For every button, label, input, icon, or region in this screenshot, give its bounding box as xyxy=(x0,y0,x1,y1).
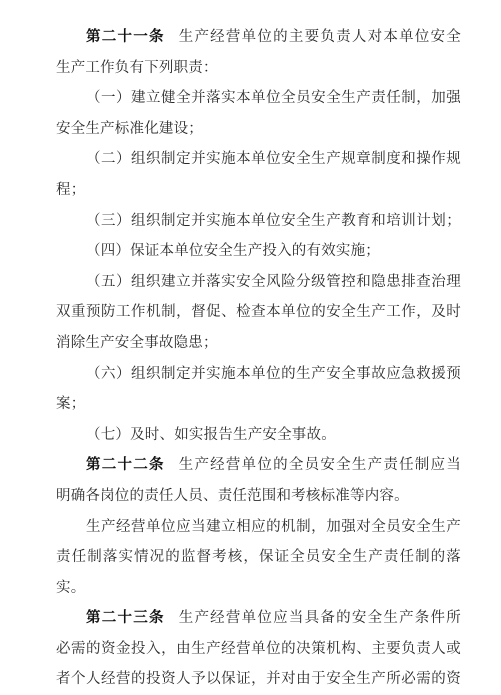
line-text: （七）及时、如实报告生产安全事故。 xyxy=(86,426,336,443)
article-number: 第二十二条 xyxy=(86,456,165,474)
text-line xyxy=(56,53,461,84)
line-text: 双重预防工作机制，督促、检查本单位的安全生产工作，及时 xyxy=(56,304,461,321)
line-text: 程； xyxy=(56,181,86,198)
text-line xyxy=(56,634,461,665)
text-line xyxy=(56,389,461,420)
line-text: 责任制落实情况的监督考核，保证全员安全生产责任制的落 xyxy=(56,549,461,566)
text-line xyxy=(56,175,461,206)
text-line xyxy=(56,114,461,145)
line-text: 生产经营单位应当具备的安全生产条件所 xyxy=(178,610,461,627)
line-text: （六）组织制定并实施本单位的生产安全事故应急救援预 xyxy=(86,365,461,382)
line-text: 实。 xyxy=(56,579,86,596)
text-line xyxy=(56,267,461,298)
text-line xyxy=(56,512,461,543)
text-line xyxy=(56,420,461,451)
line-text: 必需的资金投入，由生产经营单位的决策机构、主要负责人或 xyxy=(56,640,461,657)
line-text: 消除生产安全事故隐患； xyxy=(56,334,218,351)
line-text: （一）建立健全并落实本单位全员安全生产责任制，加强 xyxy=(86,90,461,107)
line-text: 生产经营单位的全员安全生产责任制应当 xyxy=(178,457,461,474)
text-line xyxy=(56,450,461,481)
text-line xyxy=(56,359,461,390)
line-text: 生产工作负有下列职责： xyxy=(56,59,218,76)
line-text: 生产经营单位应当建立相应的机制，加强对全员安全生产 xyxy=(86,518,461,535)
text-line xyxy=(56,83,461,114)
line-text: （二）组织制定并实施本单位安全生产规章制度和操作规 xyxy=(86,151,461,168)
line-text: 生产经营单位的主要负责人对本单位安全 xyxy=(178,29,461,45)
text-line xyxy=(56,144,461,175)
text-line xyxy=(56,22,461,53)
line-text: 者个人经营的投资人予以保证，并对由于安全生产所必需的资 xyxy=(56,671,461,688)
text-line xyxy=(56,481,461,512)
text-line xyxy=(56,664,461,695)
text-line xyxy=(56,573,461,604)
text-line xyxy=(56,206,461,237)
article-number: 第二十一条 xyxy=(86,28,165,45)
line-text: （四）保证本单位安全生产投入的有效实施； xyxy=(86,243,380,260)
line-text: 明确各岗位的责任人员、责任范围和考核标准等内容。 xyxy=(56,487,409,504)
line-text: （五）组织建立并落实安全风险分级管控和隐患排查治理 xyxy=(86,273,461,290)
line-text: （三）组织制定并实施本单位安全生产教育和培训计划； xyxy=(86,212,461,229)
line-text: 案； xyxy=(56,396,86,413)
text-line xyxy=(56,328,461,359)
line-text: 安全生产标准化建设； xyxy=(56,120,203,137)
text-line xyxy=(56,297,461,328)
article-number: 第二十三条 xyxy=(86,609,165,627)
text-line xyxy=(56,236,461,267)
text-line xyxy=(56,542,461,573)
